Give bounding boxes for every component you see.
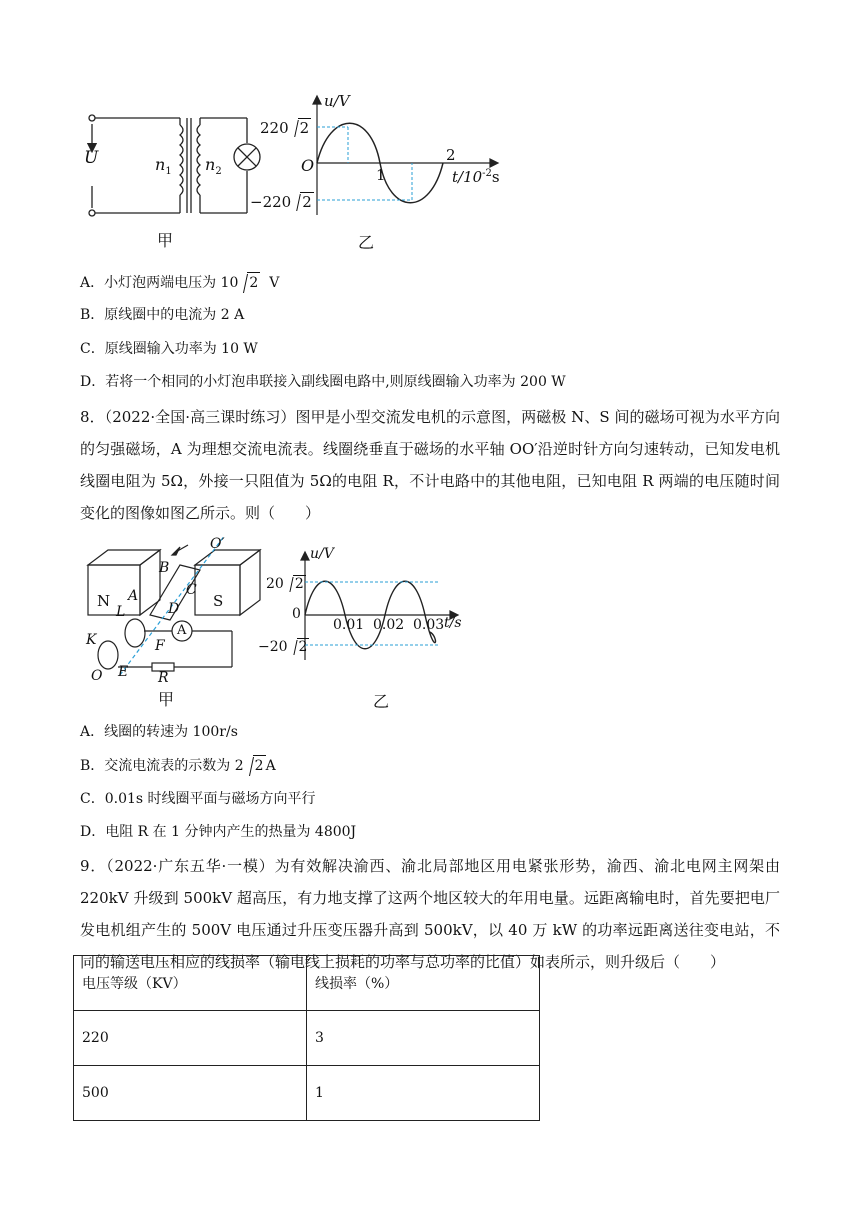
q9-stem: 9．（2022·广东五华·一模）为有效解决渝西、渝北局部地区用电紧张形势，渝西、渝北电网主网架由 220kV 升级到 500kV 超高压，有力地支撑了这两个地区较大的年用电量。远距离输电时，首先要把电厂发电机组产生的 500V 电压通过升压变压器升高到 500kV，以 40 万 kW 的功率远距离送往变电站，不同的输送电压相应的线损率（输电线上损耗的功率与总功率的比值）如表所示，则升级后（ ） bbox=[80, 857, 780, 971]
fig2-label-F: F bbox=[155, 638, 165, 654]
fig2-label-C: C bbox=[186, 582, 197, 598]
table-header-voltage: 电压等级（KV） bbox=[74, 956, 307, 1011]
sqrt-sign bbox=[291, 192, 314, 211]
table-header-row bbox=[74, 956, 540, 1011]
label-n1 bbox=[155, 155, 172, 177]
sqrt-sign bbox=[238, 272, 260, 293]
label-U: U bbox=[84, 148, 99, 168]
sqrt-value: 2 bbox=[294, 576, 304, 592]
line-loss-table bbox=[73, 955, 540, 1121]
q7-option-d: D．若将一个相同的小灯泡串联接入副线圈电路中,则原线圈输入功率为 200 W bbox=[80, 374, 566, 390]
fig2-label-K: K bbox=[86, 632, 97, 648]
n2-symbol: n bbox=[205, 155, 216, 174]
sqrt-sign bbox=[284, 575, 306, 592]
table-cell: 500 bbox=[74, 1066, 307, 1121]
label-n2 bbox=[205, 155, 222, 177]
fig1-caption-yi: 乙 bbox=[358, 233, 375, 252]
fig2-ammeter-label: A bbox=[177, 623, 187, 638]
fig1-axis-x-exp: -2 bbox=[482, 168, 492, 179]
n1-subscript: 1 bbox=[165, 166, 172, 178]
fig2-tick-t1: 0.01 bbox=[333, 617, 365, 633]
fig2-label-R: R bbox=[158, 670, 169, 686]
fig2-label-O-top: O′ bbox=[210, 536, 225, 552]
sqrt-sign bbox=[289, 118, 312, 137]
fig1-caption-jia: 甲 bbox=[157, 231, 174, 250]
table-cell: 3 bbox=[307, 1011, 540, 1066]
table-cell: 1 bbox=[307, 1066, 540, 1121]
table-cell: 220 bbox=[74, 1011, 307, 1066]
sqrt-sign bbox=[288, 638, 310, 655]
fig2-zero: 0 bbox=[292, 606, 301, 622]
sqrt-sign bbox=[244, 755, 266, 776]
sqrt-value: 2 bbox=[253, 755, 266, 776]
q8-option-c: C．0.01s 时线圈平面与磁场方向平行 bbox=[80, 791, 316, 807]
fig2-caption-jia: 甲 bbox=[158, 690, 175, 709]
fig1-axis-x bbox=[452, 168, 500, 186]
q7-option-a bbox=[80, 272, 279, 293]
fig1-peak-pos bbox=[260, 118, 311, 137]
sqrt-value: 2 bbox=[298, 639, 308, 655]
fig2-tick-t3: 0.03 bbox=[413, 617, 445, 633]
fig2-label-E: E bbox=[118, 664, 129, 680]
fig2-peak-pos-num: 20 bbox=[266, 576, 284, 592]
q8-option-b-prefix: B．交流电流表的示数为 2 bbox=[80, 758, 244, 774]
fig2-caption-yi: 乙 bbox=[373, 692, 390, 711]
table-row bbox=[74, 1066, 540, 1121]
fig1-tick-1: 1 bbox=[376, 166, 386, 184]
fig2-peak-neg bbox=[258, 638, 309, 655]
fig2-axis-x: t/s bbox=[444, 615, 462, 631]
table-row bbox=[74, 1011, 540, 1066]
q8-stem: 8．（2022·全国·高三课时练习）图甲是小型交流发电机的示意图，两磁极 N、S 间的磁场可视为水平方向的匀强磁场，A 为理想交流电流表。线圈绕垂直于磁场的水平轴 OO′沿逆时针方向匀速转动，已知发电机线圈电阻为 5Ω，外接一只阻值为 5Ω的电阻 R，不计电路中的其他电阻，已知电阻 R 两端的电压随时间变化的图像如图乙所示。则（ ） bbox=[80, 408, 780, 522]
fig1-tick-2: 2 bbox=[446, 146, 456, 164]
fig1-peak-neg-num: −220 bbox=[250, 193, 292, 211]
fig2-label-B: B bbox=[159, 560, 170, 576]
fig1-peak-neg bbox=[250, 192, 314, 211]
q7-option-c: C．原线圈输入功率为 10 W bbox=[80, 341, 258, 357]
q8-option-d: D．电阻 R 在 1 分钟内产生的热量为 4800J bbox=[80, 824, 357, 840]
fig2-label-O-bot: O bbox=[91, 668, 103, 684]
n2-subscript: 2 bbox=[215, 166, 222, 178]
fig2-peak-pos bbox=[266, 575, 306, 592]
sqrt-value: 2 bbox=[302, 193, 312, 211]
fig2-label-D: D bbox=[168, 601, 180, 617]
q8-option-a: A．线圈的转速为 100r/s bbox=[80, 724, 238, 740]
fig1-axis-x-unit: s bbox=[491, 168, 500, 186]
fig1-origin: O bbox=[301, 156, 315, 175]
fig2-peak-neg-num: −20 bbox=[258, 639, 288, 655]
sqrt-value: 2 bbox=[299, 119, 310, 137]
fig2-label-L: L bbox=[116, 604, 126, 620]
option-a-suffix: V bbox=[269, 275, 280, 291]
fig2-label-N: N bbox=[97, 592, 111, 610]
option-a-prefix: A．小灯泡两端电压为 10 bbox=[80, 275, 239, 291]
fig2-label-S: S bbox=[213, 592, 224, 610]
q8-option-b-suffix: A bbox=[265, 758, 276, 774]
q8-option-b bbox=[80, 755, 276, 776]
table-header-loss: 线损率（%） bbox=[307, 956, 540, 1011]
fig1-axis-x-base: t/10 bbox=[452, 168, 483, 186]
fig2-label-A: A bbox=[128, 588, 139, 604]
fig2-axis-y: u/V bbox=[310, 546, 334, 562]
fig1-peak-pos-num: 220 bbox=[260, 119, 289, 137]
n1-symbol: n bbox=[155, 155, 166, 174]
fig1-axis-y: u/V bbox=[324, 92, 350, 110]
figure-generator bbox=[80, 535, 480, 695]
q7-option-b: B．原线圈中的电流为 2 A bbox=[80, 307, 245, 323]
sqrt-value: 2 bbox=[247, 272, 260, 293]
figure-transformer bbox=[80, 90, 510, 255]
fig2-tick-t2: 0.02 bbox=[373, 617, 405, 633]
